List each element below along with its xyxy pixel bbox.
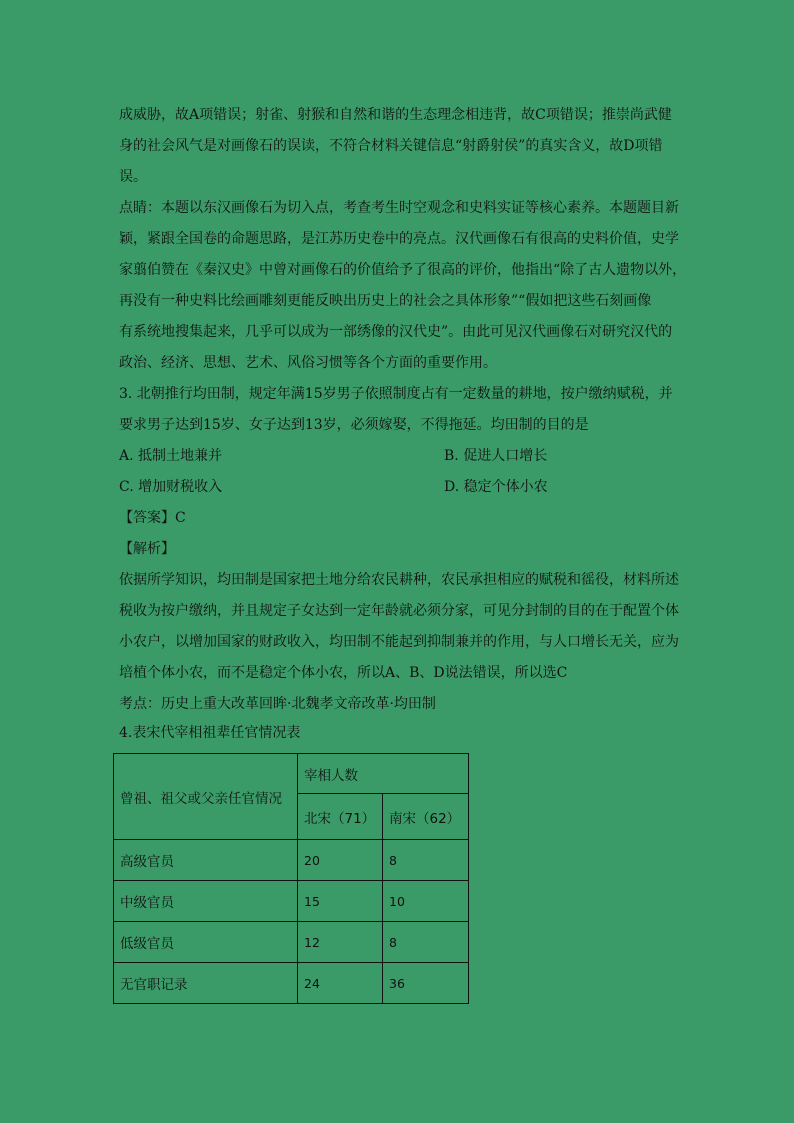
table-cell: 10 [383,881,469,922]
table-cell: 24 [298,963,383,1004]
question-stem: 3. 北朝推行均田制，规定年满15岁男子依照制度占有一定数量的耕地，按户缴纳赋税，并 [119,386,673,402]
text-line: 政治、经济、思想、艺术、风俗习惯等各个方面的重要作用。 [119,355,497,371]
text-line: 小农户，以增加国家的财政收入，均田制不能起到抑制兼并的作用，与人口增长无关，应为 [119,634,679,650]
group-header-cell: 宰相人数 [298,754,469,794]
table-row [114,963,469,1004]
row-label: 低级官员 [114,922,298,963]
answer-label: 【答案】C [119,510,186,526]
analysis-q2-end [119,100,679,193]
table-row [114,840,469,881]
table-cell: 8 [383,922,469,963]
col-header-north-song: 北宋（71） [298,794,383,840]
table-cell: 20 [298,840,383,881]
col-header-south-song: 南宋（62） [383,794,469,840]
text-line: 依据所学知识，均田制是国家把土地分给农民耕种，农民承担相应的赋税和徭役，材料所述 [119,572,679,588]
table-cell: 15 [298,881,383,922]
row-label: 中级官员 [114,881,298,922]
row-header-cell: 曾祖、祖父或父亲任官情况 [114,754,298,840]
answer-options [119,441,679,503]
question-stem: 要求男子达到15岁、女子达到13岁，必须嫁娶，不得拖延。均田制的目的是 [119,417,589,433]
text-line: 误。 [119,169,147,185]
text-line: 培植个体小农，而不是稳定个体小农，所以A、B、D说法错误，所以选C [119,665,568,681]
analysis-label: 【解析】 [119,541,175,557]
text-line: 身的社会风气是对画像石的误读，不符合材料关键信息“射爵射侯”的真实含义，故D项错 [119,138,663,154]
table-row [114,881,469,922]
text-line: 再没有一种史料比绘画雕刻更能反映出历史上的社会之具体形象”“假如把这些石刻画像 [119,293,652,309]
option-c: C. 增加财税收入 [119,479,223,495]
text-line: 点睛：本题以东汉画像石为切入点，考查考生时空观念和史料实证等核心素养。本题题目新 [119,200,679,216]
question-3 [119,379,679,720]
table-cell: 12 [298,922,383,963]
comment-block [119,193,687,379]
row-label: 高级官员 [114,840,298,881]
text-line: 有系统地搜集起来，几乎可以成为一部绣像的汉代史”。由此可见汉代画像石对研究汉代的 [119,324,673,340]
table-row [114,922,469,963]
row-label: 无官职记录 [114,963,298,1004]
table-cell: 36 [383,963,469,1004]
text-line: 税收为按户缴纳，并且规定子女达到一定年龄就必须分家，可见分封制的目的在于配置个体 [119,603,679,619]
text-line: 家翦伯赞在《秦汉史》中曾对画像石的价值给予了很高的评价，他指出“除了古人遗物以外， [119,262,687,278]
text-line: 成威胁，故A项错误；射雀、射猴和自然和谐的生态理念相违背，故C项错误；推崇尚武健 [119,107,672,123]
document-page [119,100,687,746]
option-d: D. 稳定个体小农 [444,479,548,495]
kaodian-line: 考点：历史上重大改革回眸·北魏孝文帝改革·均田制 [119,696,436,712]
table-cell: 8 [383,840,469,881]
table-caption: 4.表宋代宰相祖辈任官情况表 [119,725,301,741]
option-b: B. 促进人口增长 [444,448,548,464]
officials-table [113,753,469,1004]
option-a: A. 抵制土地兼并 [119,448,223,464]
text-line: 颖，紧跟全国卷的命题思路，是江苏历史卷中的亮点。汉代画像石有很高的史料价值，史学 [119,231,679,247]
